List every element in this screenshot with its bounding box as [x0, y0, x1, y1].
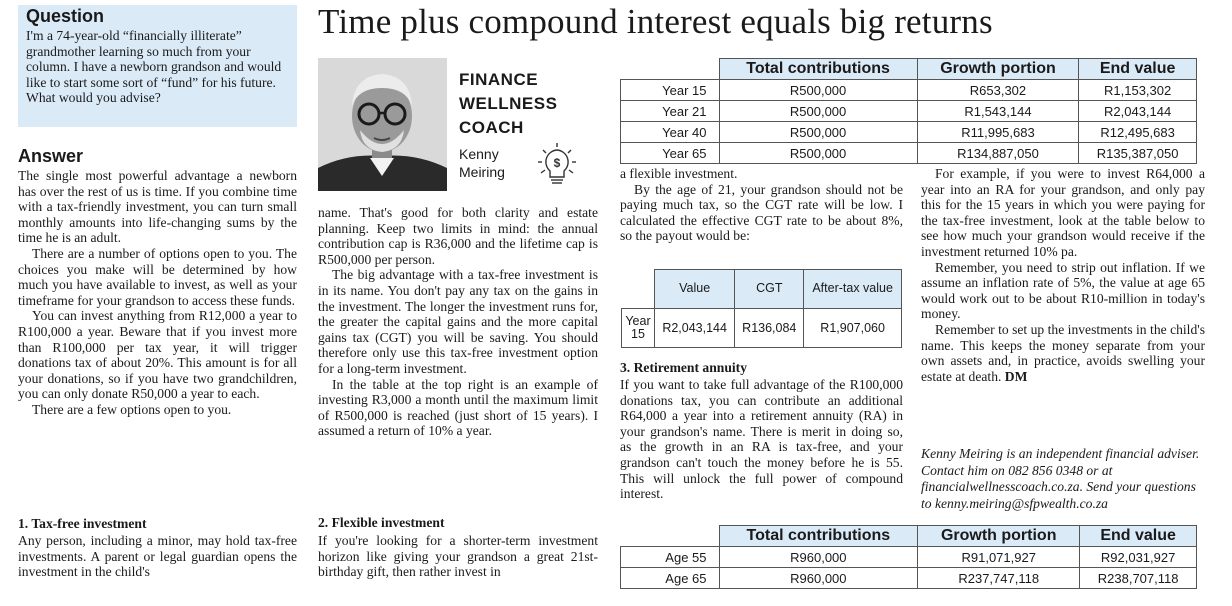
subhead-tax-free: 1. Tax-free investment — [18, 516, 147, 531]
column-2 — [318, 205, 598, 439]
author-photo — [318, 58, 447, 191]
col2-paragraph: The big advantage with a tax-free investment is in its name. You don't pay any tax on the gains in the investment. The longer the investment runs for, the greater the capital gains and the more capital gains tax (CGT) you will be saving. You should therefore only use this tax-free investment option for a long-term investment. — [318, 267, 598, 376]
col4-paragraph: Remember, you need to strip out inflation. If we assume an inflation rate of 5%, the value at age 65 would work out to be about R10-million in today's money. — [921, 259, 1205, 322]
table-row: Year 21 R500,000 R1,543,144 R2,043,144 — [621, 101, 1197, 122]
lightbulb-dollar-icon — [537, 142, 577, 190]
subhead-flexible: 2. Flexible investment — [318, 515, 445, 530]
column-4 — [921, 166, 1205, 384]
col3-paragraph: By the age of 21, your grandson should not be paying much tax, so the CGT rate will be low. I calculated the effective CGT rate to be about 8%, so the payout would be: — [620, 181, 903, 244]
table-retirement-annuity — [620, 525, 1197, 589]
col2-paragraph: If you're looking for a shorter-term investment horizon like giving your grandson a great 21st-birthday gift, then rather invest in — [318, 533, 598, 580]
column-label-line: WELLNESS — [459, 94, 558, 113]
col1-paragraph: You can invest anything from R12,000 a year to R100,000 a year. Beware that if you invest more than R100,000 per tax year, it will trigger donations tax of about 20%. This amount is for all your donations, so if you have two grandchildren, you can only donate R50,000 a year to each. — [18, 308, 297, 402]
svg-text:$: $ — [553, 156, 561, 170]
table-header: End value — [1080, 526, 1197, 547]
table-header: CGT — [735, 270, 804, 309]
column-1 — [18, 168, 297, 418]
col1-paragraph: Any person, including a minor, may hold tax-free investments. A parent or legal guardian opens the investment in the child's — [18, 533, 297, 580]
column-3-bottom — [620, 377, 903, 502]
column-label-line: FINANCE — [459, 70, 539, 89]
table-tax-free-growth — [620, 58, 1197, 164]
author-first-name: Kenny — [459, 146, 499, 162]
col4-paragraph: Remember to set up the investments in the child's name. This keeps the money separate from your own assets and, in practice, avoids swelling your estate at death. DM — [921, 321, 1205, 384]
col1-paragraph: There are a number of options open to you. The choices you make will be determined by how much you have available to invest, as well as your timeframe for your grandson to access these funds. — [18, 245, 297, 308]
column-label — [459, 68, 557, 140]
table-row: Year 15 R2,043,144 R136,084 R1,907,060 — [622, 308, 902, 347]
table-header: Value — [655, 270, 735, 309]
col1-paragraph: There are a few options open to you. — [32, 401, 232, 417]
headline: Time plus compound interest equals big returns — [318, 2, 993, 41]
col3-paragraph: a flexible investment. — [620, 166, 738, 181]
dm-signoff: DM — [1004, 368, 1028, 384]
table-header: End value — [1079, 59, 1197, 80]
table-row: Year 65 R500,000 R134,887,050 R135,387,050 — [621, 143, 1197, 164]
author-bio: Kenny Meiring is an independent financial adviser. Contact him on 082 856 0348 or at financialwellnesscoach.co.za. Send your questions to kenny.meiring@sfpwealth.co.za — [921, 446, 1200, 511]
column-3 — [620, 166, 903, 244]
col2-paragraph: name. That's good for both clarity and estate planning. Keep two limits in mind: the annual contribution cap is R36,000 and the lifetime cap is R500,000 per person. — [318, 205, 598, 267]
table-header: Total contributions — [719, 59, 917, 80]
table-header: Growth portion — [917, 59, 1079, 80]
question-title: Question — [26, 6, 105, 26]
col2-paragraph: In the table at the top right is an example of investing R3,000 a month until the maximum limit of R500,000 is reached (just short of 15 years). I assumed a return of 10% a year. — [318, 376, 598, 439]
answer-title: Answer — [18, 146, 84, 166]
table-row: Age 55 R960,000 R91,071,927 R92,031,927 — [621, 547, 1197, 568]
column-label-line: COACH — [459, 118, 524, 137]
column-1-bottom — [18, 533, 297, 580]
author-last-name: Meiring — [459, 164, 505, 180]
column-2-bottom — [318, 533, 598, 580]
col1-paragraph: The single most powerful advantage a newborn has over the rest of us is time. If you combine time with a tax-friendly investment, you can turn small monthly amounts into life-changing sums by the time he is an adult. — [18, 168, 297, 246]
table-header: After-tax value — [804, 270, 902, 309]
table-header: Total contributions — [719, 526, 918, 547]
table-row: Year 40 R500,000 R11,995,683 R12,495,683 — [621, 122, 1197, 143]
question-text: I'm a 74-year-old “financially illiterate” grandmother learning so much from your column. I have a newborn grandson and would like to start some sort of “fund” for his future. What would you advise? — [26, 28, 282, 106]
col3-paragraph: If you want to take full advantage of the R100,000 donations tax, you can contribute an additional R64,000 a year into a retirement annuity (RA) in your grandson's name. There is merit in doing so, as the growth in an RA is tax-free, and your grandson can't touch the money before he is 55. This will unlock the full power of compound interest. — [620, 377, 903, 502]
table-row: Year 15 R500,000 R653,302 R1,153,302 — [621, 80, 1197, 101]
subhead-retirement-annuity: 3. Retirement annuity — [620, 360, 747, 375]
author-name — [459, 145, 505, 181]
table-cgt-payout — [621, 269, 902, 348]
table-row: Age 65 R960,000 R237,747,118 R238,707,118 — [621, 568, 1197, 589]
col4-paragraph: For example, if you were to invest R64,000 a year into an RA for your grandson, and only pay this for the 15 years in which you were paying for the tax-free investment, look at the table below to see how much your grandson would receive if the investment returned 10% pa. — [921, 166, 1205, 259]
table-header: Growth portion — [918, 526, 1080, 547]
